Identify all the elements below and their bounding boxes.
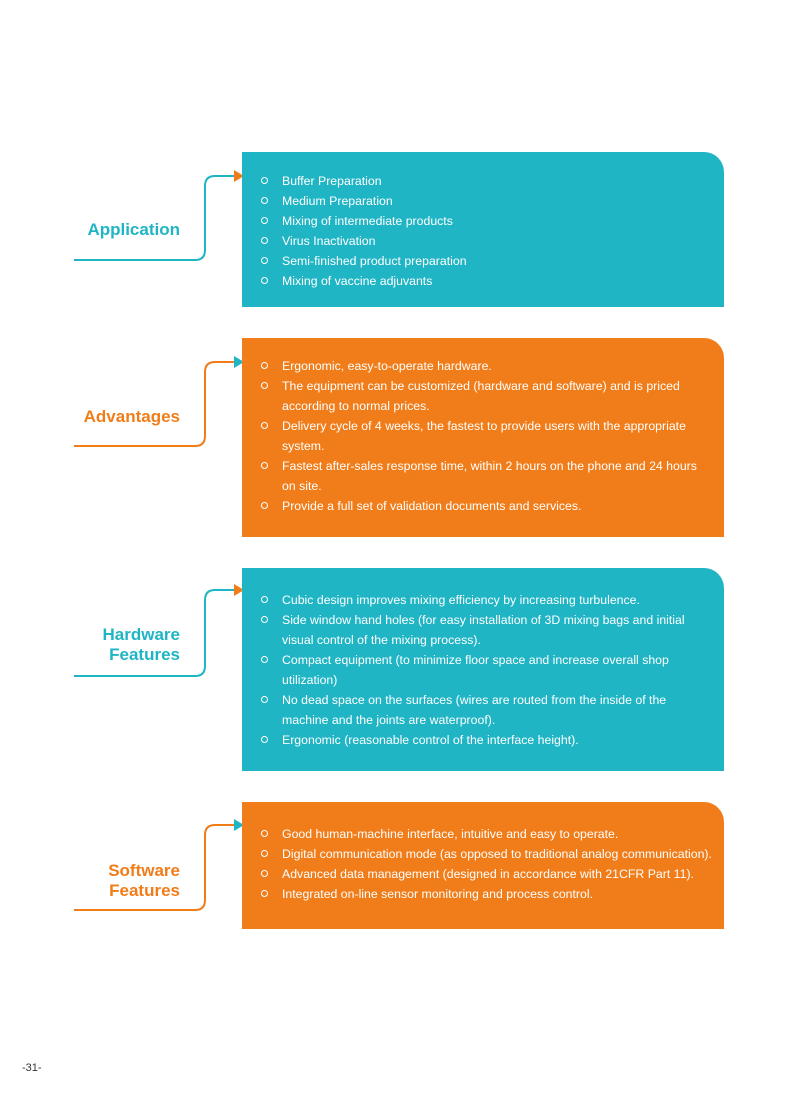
list-item: No dead space on the surfaces (wires are routed from the inside of the machine and the joints are waterproof). [260,690,712,730]
list-item: Good human-machine interface, intuitive and easy to operate. [260,824,712,844]
advantages-title: Advantages [83,407,180,426]
list-item: Mixing of vaccine adjuvants [260,271,712,291]
software-features-list [260,824,712,904]
list-item: Digital communication mode (as opposed to traditional analog communication). [260,844,712,864]
list-item: Side window hand holes (for easy installation of 3D mixing bags and initial visual control of the mixing process). [260,610,712,650]
list-item: Cubic design improves mixing efficiency by increasing turbulence. [260,590,712,610]
list-item: Fastest after-sales response time, within 2 hours on the phone and 24 hours on site. [260,456,712,496]
list-item: Delivery cycle of 4 weeks, the fastest to provide users with the appropriate system. [260,416,712,456]
list-item: Medium Preparation [260,191,712,211]
list-item: Compact equipment (to minimize floor space and increase overall shop utilization) [260,650,712,690]
software-features-title: Software Features [108,861,180,900]
list-item: Provide a full set of validation documents and services. [260,496,712,516]
list-item: Integrated on-line sensor monitoring and process control. [260,884,712,904]
list-item: Virus Inactivation [260,231,712,251]
list-item: Buffer Preparation [260,171,712,191]
list-item: Ergonomic (reasonable control of the interface height). [260,730,712,750]
list-item: Mixing of intermediate products [260,211,712,231]
page-number: -31- [22,1062,42,1074]
hardware-features-title: Hardware Features [102,625,180,664]
application-title: Application [87,220,180,239]
list-item: The equipment can be customized (hardware and software) and is priced according to normal prices. [260,376,712,416]
software-features-box [242,802,724,929]
list-item: Semi-finished product preparation [260,251,712,271]
list-item: Ergonomic, easy-to-operate hardware. [260,356,712,376]
list-item: Advanced data management (designed in accordance with 21CFR Part 11). [260,864,712,884]
